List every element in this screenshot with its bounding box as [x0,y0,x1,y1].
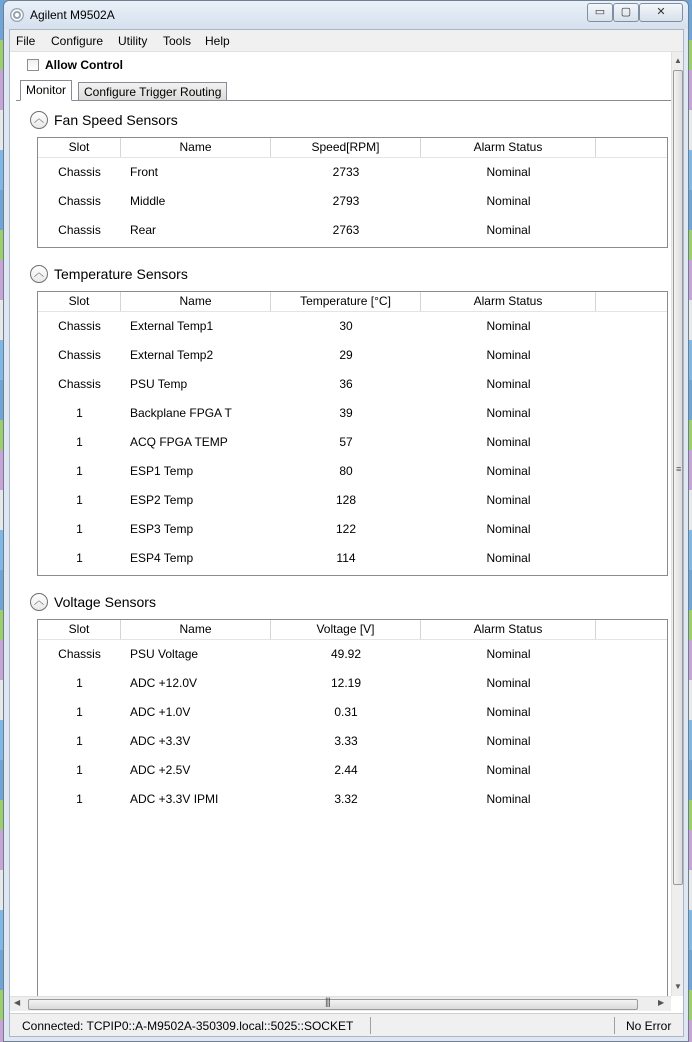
cell-name: PSU Voltage [130,647,199,661]
column-header-slot[interactable]: Slot [38,620,121,639]
table-row[interactable] [38,727,667,756]
cell-alarm-status: Nominal [486,319,531,333]
cell-name: Rear [130,223,157,237]
chevron-up-icon[interactable]: ︿ [30,111,48,129]
column-header-temperature[interactable]: Temperature [°C] [271,292,421,311]
column-header-speed[interactable]: Speed[RPM] [271,138,421,157]
cell-slot: 1 [76,676,83,690]
cell-voltage: 12.19 [330,676,362,690]
cell-voltage: 3.33 [334,734,358,748]
cell-alarm-status: Nominal [486,464,531,478]
window-title: Agilent M9502A [30,8,115,22]
table-row[interactable] [38,341,667,370]
cell-temperature: 80 [339,464,353,478]
status-divider [370,1017,371,1034]
cell-slot: 1 [76,763,83,777]
cell-alarm-status: Nominal [486,647,531,661]
app-window [3,0,689,1042]
cell-temperature: 39 [339,406,353,420]
vertical-scrollbar[interactable] [671,52,683,996]
allow-control-label[interactable]: Allow Control [45,58,123,72]
cell-voltage: 2.44 [334,763,358,777]
cell-name: ADC +2.5V [130,763,191,777]
table-row[interactable] [38,399,667,428]
cell-slot: Chassis [58,647,101,661]
table-header [38,292,667,312]
table-row[interactable] [38,785,667,814]
status-divider [614,1017,615,1034]
cell-alarm-status: Nominal [486,522,531,536]
cell-temperature: 36 [339,377,353,391]
tab-strip-divider [16,100,671,101]
cell-slot: 1 [76,792,83,806]
cell-name: ESP1 Temp [130,464,194,478]
cell-speed: 2793 [332,194,360,208]
cell-name: ESP4 Temp [130,551,194,565]
table-row[interactable] [38,640,667,669]
table-row[interactable] [38,158,667,187]
cell-slot: 1 [76,551,83,565]
cell-slot: Chassis [58,319,101,333]
table-row[interactable] [38,486,667,515]
table-row[interactable] [38,312,667,341]
cell-slot: Chassis [58,194,101,208]
tab-monitor[interactable]: Monitor [20,80,72,101]
table-row[interactable] [38,669,667,698]
cell-name: Middle [130,194,166,208]
table-row[interactable] [38,544,667,573]
cell-temperature: 128 [335,493,357,507]
temperature-section-title: Temperature Sensors [54,266,188,282]
column-header-voltage[interactable]: Voltage [V] [271,620,421,639]
column-header-alarm-status[interactable]: Alarm Status [421,620,596,639]
cell-slot: 1 [76,493,83,507]
cell-alarm-status: Nominal [486,705,531,719]
cell-voltage: 49.92 [330,647,362,661]
scroll-down-icon[interactable]: ▼ [674,982,682,991]
cell-name: Backplane FPGA T [130,406,232,420]
error-status: No Error [626,1019,672,1033]
cell-slot: Chassis [58,165,101,179]
connection-status: Connected: TCPIP0::A-M9502A-350309.local::5025::SOCKET [22,1019,354,1033]
cell-alarm-status: Nominal [486,792,531,806]
tab-configure-trigger-routing[interactable]: Configure Trigger Routing [78,82,227,101]
cell-name: ADC +3.3V IPMI [130,792,219,806]
cell-slot: 1 [76,522,83,536]
grip-icon: ||| [325,997,330,1008]
cell-temperature: 122 [335,522,357,536]
voltage-table [37,619,668,996]
app-icon [10,8,24,22]
column-header-name[interactable]: Name [121,292,271,311]
cell-slot: 1 [76,464,83,478]
minimize-button[interactable]: ▭ [587,3,613,22]
table-row[interactable] [38,370,667,399]
table-row[interactable] [38,756,667,785]
fan-section-title: Fan Speed Sensors [54,112,178,128]
cell-speed: 2733 [332,165,360,179]
vertical-scroll-thumb[interactable] [673,70,683,885]
table-row[interactable] [38,515,667,544]
table-row[interactable] [38,698,667,727]
allow-control-checkbox[interactable] [27,59,39,71]
cell-slot: Chassis [58,223,101,237]
cell-alarm-status: Nominal [486,493,531,507]
status-bar [10,1013,683,1036]
cell-name: Front [130,165,159,179]
column-header-name[interactable]: Name [121,138,271,157]
table-header [38,620,667,640]
cell-alarm-status: Nominal [486,165,531,179]
cell-name: ACQ FPGA TEMP [130,435,228,449]
cell-name: PSU Temp [130,377,188,391]
cell-voltage: 3.32 [334,792,358,806]
column-header-slot[interactable]: Slot [38,292,121,311]
cell-name: External Temp2 [130,348,214,362]
scroll-right-icon[interactable]: ▶ [658,998,665,1007]
cell-alarm-status: Nominal [486,348,531,362]
fan-speed-table [37,137,668,248]
client-area [9,29,684,1037]
cell-speed: 2763 [332,223,360,237]
scroll-left-icon[interactable]: ◀ [14,998,21,1007]
cell-alarm-status: Nominal [486,194,531,208]
title-bar[interactable] [4,1,688,29]
cell-name: ADC +3.3V [130,734,191,748]
table-row[interactable] [38,187,667,216]
column-header-alarm-status[interactable]: Alarm Status [421,292,596,311]
cell-slot: 1 [76,406,83,420]
cell-name: ESP2 Temp [130,493,194,507]
cell-alarm-status: Nominal [486,406,531,420]
cell-slot: 1 [76,734,83,748]
monitor-content [10,52,671,996]
table-row[interactable] [38,457,667,486]
maximize-button[interactable]: ▢ [613,3,639,22]
table-row[interactable] [38,428,667,457]
menu-tools[interactable]: Tools [163,34,192,48]
cell-alarm-status: Nominal [486,377,531,391]
cell-alarm-status: Nominal [486,435,531,449]
temperature-table [37,291,668,576]
cell-name: ADC +1.0V [130,705,191,719]
cell-name: ADC +12.0V [130,676,198,690]
cell-slot: 1 [76,435,83,449]
voltage-section-title: Voltage Sensors [54,594,156,610]
cell-alarm-status: Nominal [486,223,531,237]
column-header-name[interactable]: Name [121,620,271,639]
scroll-up-icon[interactable]: ▲ [674,56,682,65]
menu-help[interactable]: Help [205,34,230,48]
column-header-slot[interactable]: Slot [38,138,121,157]
menu-configure[interactable]: Configure [51,34,104,48]
menu-bar [10,30,683,52]
chevron-up-icon[interactable]: ︿ [30,265,48,283]
column-header-alarm-status[interactable]: Alarm Status [421,138,596,157]
close-button[interactable]: ✕ [639,3,683,22]
cell-name: ESP3 Temp [130,522,194,536]
chevron-up-icon[interactable]: ︿ [30,593,48,611]
cell-voltage: 0.31 [334,705,358,719]
cell-temperature: 29 [339,348,353,362]
cell-temperature: 30 [339,319,353,333]
cell-name: External Temp1 [130,319,214,333]
cell-slot: Chassis [58,348,101,362]
cell-temperature: 114 [336,551,356,565]
cell-temperature: 57 [339,435,353,449]
menu-file[interactable]: File [16,34,36,48]
menu-utility[interactable]: Utility [118,34,148,48]
cell-alarm-status: Nominal [486,551,531,565]
horizontal-scrollbar[interactable] [10,996,671,1011]
cell-alarm-status: Nominal [486,763,531,777]
cell-slot: 1 [76,705,83,719]
cell-slot: Chassis [58,377,101,391]
grip-icon: ≡ [676,464,682,474]
table-row[interactable] [38,216,667,245]
cell-alarm-status: Nominal [486,676,531,690]
table-header [38,138,667,158]
cell-alarm-status: Nominal [486,734,531,748]
horizontal-scroll-thumb[interactable] [28,999,638,1010]
